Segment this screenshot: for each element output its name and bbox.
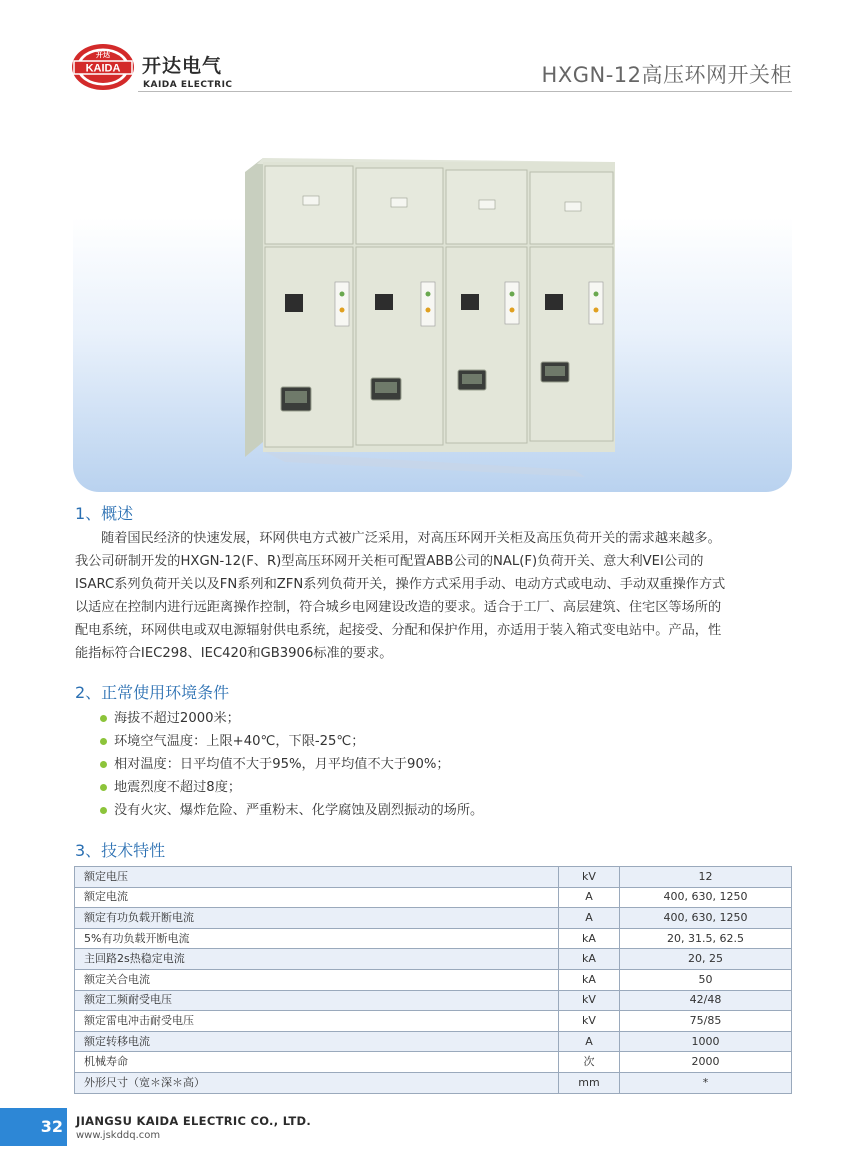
unit-cell: A [559, 908, 620, 929]
overview-paragraph [75, 527, 792, 665]
param-cell: 额定关合电流 [75, 969, 559, 990]
param-cell: 外形尺寸（宽＊深＊高） [75, 1072, 559, 1093]
unit-cell: kA [559, 949, 620, 970]
table-row [75, 1072, 792, 1093]
brand-name-en: KAIDA ELECTRIC [143, 80, 233, 90]
value-cell: 2000 [620, 1052, 792, 1073]
brand-name-cn: 开达电气 [142, 55, 223, 77]
unit-cell: kV [559, 1011, 620, 1032]
list-item: 地震烈度不超过8度； [100, 776, 483, 799]
param-cell: 机械寿命 [75, 1052, 559, 1073]
unit-cell: kV [559, 990, 620, 1011]
unit-cell: kA [559, 969, 620, 990]
table-row [75, 867, 792, 888]
table-row [75, 928, 792, 949]
unit-cell: mm [559, 1072, 620, 1093]
value-cell: 1000 [620, 1031, 792, 1052]
table-row [75, 1011, 792, 1032]
table-row [75, 887, 792, 908]
overview-line: 能指标符合IEC298、IEC420和GB3906标准的要求。 [75, 646, 393, 661]
kaida-logo-icon [70, 42, 136, 92]
overview-line: 以适应在控制内进行远距离操作控制，符合城乡电网建设改造的要求。适合于工厂、高层建筑、住宅区等场所的 [75, 600, 722, 615]
section-1-title: 1、概述 [75, 504, 134, 523]
value-cell: 400, 630, 1250 [620, 887, 792, 908]
header-divider [138, 91, 792, 92]
section-3-title: 3、技术特性 [75, 841, 166, 860]
param-cell: 额定转移电流 [75, 1031, 559, 1052]
document-title: HXGN-12高压环网开关柜 [541, 63, 792, 87]
value-cell: 20, 25 [620, 949, 792, 970]
overview-line: ISARC系列负荷开关以及FN系列和ZFN系列负荷开关，操作方式采用手动、电动方式或电动、手动双重操作方式 [75, 577, 726, 592]
unit-cell: kA [559, 928, 620, 949]
list-item: 相对温度：日平均值不大于95%，月平均值不大于90%； [100, 753, 483, 776]
param-cell: 额定电流 [75, 887, 559, 908]
section-2-title: 2、正常使用环境条件 [75, 683, 230, 702]
list-item: 没有火灾、爆炸危险、严重粉末、化学腐蚀及剧烈振动的场所。 [100, 799, 483, 822]
overview-line: 配电系统，环网供电或双电源辐射供电系统，起接受、分配和保护作用，亦适用于装入箱式变电站中。产品，性 [75, 623, 722, 638]
unit-cell: kV [559, 867, 620, 888]
company-website: www.jskddq.com [76, 1130, 161, 1141]
conditions-list [100, 707, 483, 822]
unit-cell: 次 [559, 1052, 620, 1073]
table-row [75, 908, 792, 929]
logo-text-main: KAIDA [85, 62, 121, 75]
value-cell: 75/85 [620, 1011, 792, 1032]
param-cell: 额定工频耐受电压 [75, 990, 559, 1011]
list-item: 海拔不超过2000米； [100, 707, 483, 730]
param-cell: 主回路2s热稳定电流 [75, 949, 559, 970]
value-cell: 400, 630, 1250 [620, 908, 792, 929]
param-cell: 额定雷电冲击耐受电压 [75, 1011, 559, 1032]
unit-cell: A [559, 1031, 620, 1052]
value-cell: 50 [620, 969, 792, 990]
overview-line: 随着国民经济的快速发展，环网供电方式被广泛采用，对高压环网开关柜及高压负荷开关的需求越来越多。 [101, 531, 721, 546]
value-cell: 12 [620, 867, 792, 888]
value-cell: * [620, 1072, 792, 1093]
param-cell: 5%有功负载开断电流 [75, 928, 559, 949]
param-cell: 额定电压 [75, 867, 559, 888]
overview-line: 我公司研制开发的HXGN-12(F、R)型高压环网开关柜可配置ABB公司的NAL(F)负荷开关、意大利VEI公司的 [75, 554, 704, 569]
technical-spec-table [74, 866, 792, 1094]
table-row [75, 1052, 792, 1073]
switchgear-cabinet-image [245, 152, 625, 482]
logo-text-top: 开达 [96, 51, 110, 59]
unit-cell: A [559, 887, 620, 908]
page-number: 32 [0, 1108, 67, 1146]
product-photo-panel [73, 140, 792, 492]
value-cell: 20, 31.5, 62.5 [620, 928, 792, 949]
list-item: 环境空气温度：上限+40℃，下限-25℃； [100, 730, 483, 753]
table-row [75, 990, 792, 1011]
table-row [75, 1031, 792, 1052]
table-row [75, 949, 792, 970]
table-row [75, 969, 792, 990]
param-cell: 额定有功负载开断电流 [75, 908, 559, 929]
company-name: JIANGSU KAIDA ELECTRIC CO., LTD. [76, 1114, 312, 1128]
value-cell: 42/48 [620, 990, 792, 1011]
